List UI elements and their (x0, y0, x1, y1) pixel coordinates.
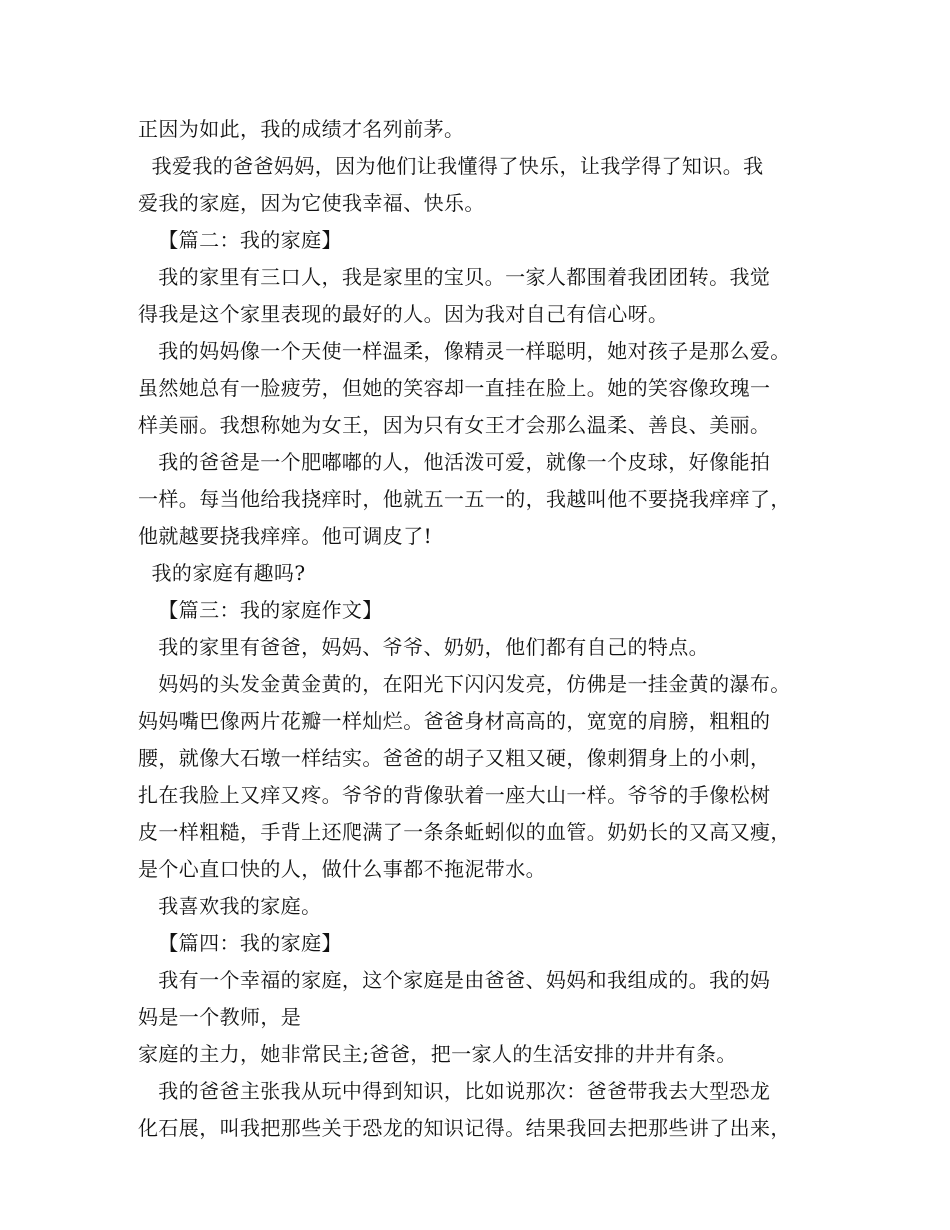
text-line: 我的家庭有趣吗? (138, 561, 306, 585)
text-line: 我的家里有爸爸，妈妈、爷爷、奶奶，他们都有自己的特点。 (138, 635, 710, 659)
text-line: 【篇四：我的家庭】 (138, 931, 342, 955)
text-line: 腰，就像大石墩一样结实。爸爸的胡子又粗又硬，像刺猬身上的小刺， (138, 746, 771, 770)
text-line: 化石展，叫我把那些关于恐龙的知识记得。结果我回去把那些讲了出来， (138, 1116, 791, 1140)
text-line: 扎在我脸上又痒又疼。爷爷的背像驮着一座大山一样。爷爷的手像松树 (138, 783, 771, 807)
text-line: 【篇三：我的家庭作文】 (138, 598, 383, 622)
text-line: 正因为如此，我的成绩才名列前茅。 (138, 117, 465, 141)
text-line: 一样。每当他给我挠痒时，他就五一五一的，我越叫他不要挠我痒痒了， (138, 487, 791, 511)
text-line: 样美丽。我想称她为女王，因为只有女王才会那么温柔、善良、美丽。 (138, 413, 771, 437)
text-line: 我爱我的爸爸妈妈，因为他们让我懂得了快乐，让我学得了知识。我 (138, 154, 764, 178)
text-line: 妈是一个教师，是 (138, 1005, 302, 1029)
text-line: 家庭的主力，她非常民主;爸爸，把一家人的生活安排的井井有条。 (138, 1042, 737, 1066)
text-line: 我的家里有三口人，我是家里的宝贝。一家人都围着我团团转。我觉 (138, 265, 771, 289)
text-line: 他就越要挠我痒痒。他可调皮了! (138, 524, 433, 548)
text-line: 得我是这个家里表现的最好的人。因为我对自己有信心呀。 (138, 302, 669, 326)
text-line: 我的妈妈像一个天使一样温柔，像精灵一样聪明，她对孩子是那么爱。 (138, 339, 791, 363)
document-body (138, 111, 838, 1147)
text-line: 虽然她总有一脸疲劳，但她的笑容却一直挂在脸上。她的笑容像玫瑰一 (138, 376, 771, 400)
text-line: 我喜欢我的家庭。 (138, 894, 322, 918)
text-line: 我的爸爸是一个肥嘟嘟的人，他活泼可爱，就像一个皮球，好像能拍 (138, 450, 771, 474)
text-line: 是个心直口快的人，做什么事都不拖泥带水。 (138, 857, 546, 881)
text-line: 我有一个幸福的家庭，这个家庭是由爸爸、妈妈和我组成的。我的妈 (138, 968, 771, 992)
text-line: 妈妈嘴巴像两片花瓣一样灿烂。爸爸身材高高的，宽宽的肩膀，粗粗的 (138, 709, 771, 733)
text-line: 我的爸爸主张我从玩中得到知识，比如说那次：爸爸带我去大型恐龙 (138, 1079, 771, 1103)
text-line: 妈妈的头发金黄金黄的，在阳光下闪闪发亮，仿佛是一挂金黄的瀑布。 (138, 672, 791, 696)
text-line: 爱我的家庭，因为它使我幸福、快乐。 (138, 191, 485, 215)
text-line: 皮一样粗糙，手背上还爬满了一条条蚯蚓似的血管。奶奶长的又高又瘦， (138, 820, 791, 844)
text-line: 【篇二：我的家庭】 (138, 228, 342, 252)
